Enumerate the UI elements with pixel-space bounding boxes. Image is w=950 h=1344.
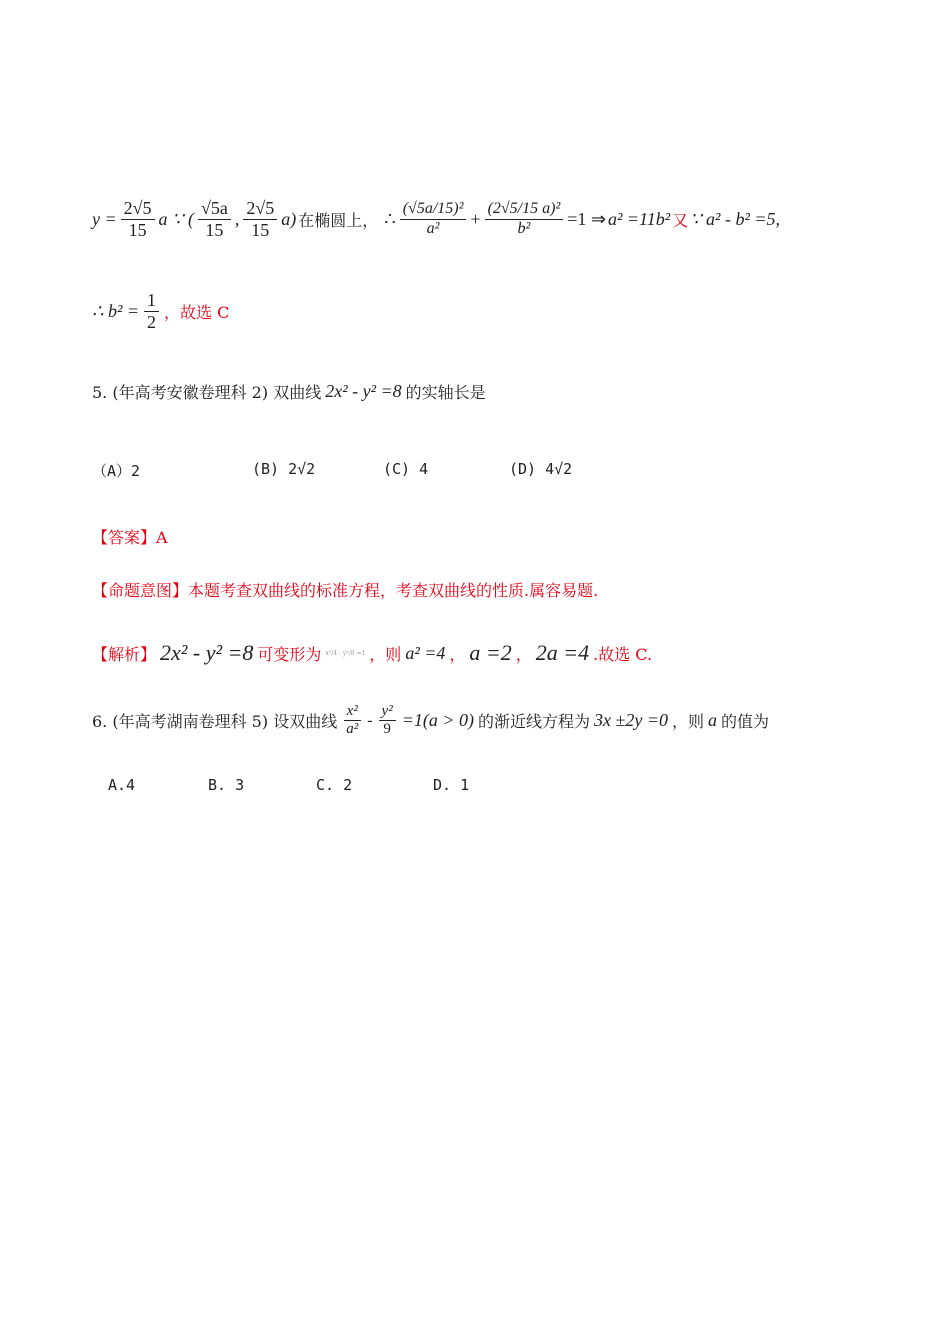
solution-line-2 [92,290,229,332]
q5-choice-b: (B) 2√2 [252,460,316,478]
a2-equals-11b2: a² =11b² [607,208,671,229]
big-fraction-2: $\frac{\text{(2√5/15 a)²}}{\text{b²}}$ [485,200,564,238]
q5-choice-c: (C) 4 [383,460,429,478]
q6-choice-a: A.4 [108,776,136,794]
q6-minus: - [367,711,373,729]
q6-frac-y2-9: $\frac{\text{y²}}{9}$ [379,703,396,739]
q5-suffix: 的实轴长是 [405,383,486,402]
analysis-label: 【解析】 [92,644,157,664]
fraction-sqrt5a-over-15: $\frac{√5a}{15}$ [198,198,231,240]
q6-choice-b: B. 3 [208,776,245,794]
q6-frac-x2-a2: $\frac{\text{x²}}{\text{a²}}$ [343,703,361,739]
question-5-stem [92,380,486,403]
q5-choice-a: （A）2 [92,462,141,480]
conclusion-choose-c: ，故选 C [164,302,230,322]
big-fraction-1: $\frac{\text{(√5a/15)²}}{\text{a²}}$ [400,200,467,238]
on-ellipse-text: 在椭圆上， [298,210,379,230]
analysis-2a: 2a =4 [535,640,590,665]
therefore-symbol: ∴ [384,208,396,229]
close-paren: a) [281,208,297,229]
analysis-then: ，则 [369,644,402,664]
q5-intent: 【命题意图】本题考查双曲线的标准方程，考查双曲线的性质.属容易题. [92,581,599,600]
a2-minus-b2: ∵ a² - b² =5, [690,208,780,229]
q5-analysis: 【解析】 2x² - y² =8 可变形为 x²/4 - y²/8 =1 ，则 a² =4 ， a =2 ， 2a =4 .故选 C. [92,640,653,665]
analysis-equation: 2x² - y² =8 [160,640,254,665]
analysis-a2: a² =4 [405,642,446,663]
q6-asymptote-eq: 3x ±2y =0 [593,710,668,731]
plus-sign: + [470,208,481,229]
a-because: a ∵ ( [158,208,194,229]
comma: , [234,208,240,229]
q5-equation: 2x² - y² =8 [325,381,402,401]
analysis-transform-text: 可变形为 [257,644,322,664]
solution-line-1 [92,198,780,240]
analysis-end: .故选 C. [593,644,653,664]
q6-prefix: 6. (年高考湖南卷理科 5) 设双曲线 [92,712,338,732]
q6-end: 的值为 [721,712,770,732]
q6-var-a: a [708,710,718,731]
tiny-std-form: x²/4 - y²/8 =1 [325,649,366,657]
q6-condition: =1(a > 0) [401,710,474,731]
you-text: 又 [672,210,689,230]
question-6-stem [92,703,769,739]
q5-prefix: 5. (年高考安徽卷理科 2) 双曲线 [92,383,322,402]
y-equals: y = [92,208,117,229]
q6-choice-d: D. 1 [433,776,470,794]
q6-asymptote-text: 的渐近线方程为 [477,712,590,732]
q6-choice-c: C. 2 [316,776,353,794]
equals-implies: =1 ⇒ [567,208,606,229]
analysis-a: a =2 [469,640,512,665]
b2-equals: ∴ b² = [92,300,139,321]
q5-answer: 【答案】A [92,528,168,547]
fraction-2sqrt5-over-15-b: $\frac{2√5}{15}$ [243,198,277,240]
fraction-2sqrt5-over-15: $\frac{2√5}{15}$ [121,198,155,240]
q6-then: ，则 [672,712,705,732]
fraction-one-half: $\frac{1}{2}$ [144,290,159,332]
q5-choice-d: (D) 4√2 [509,460,573,478]
